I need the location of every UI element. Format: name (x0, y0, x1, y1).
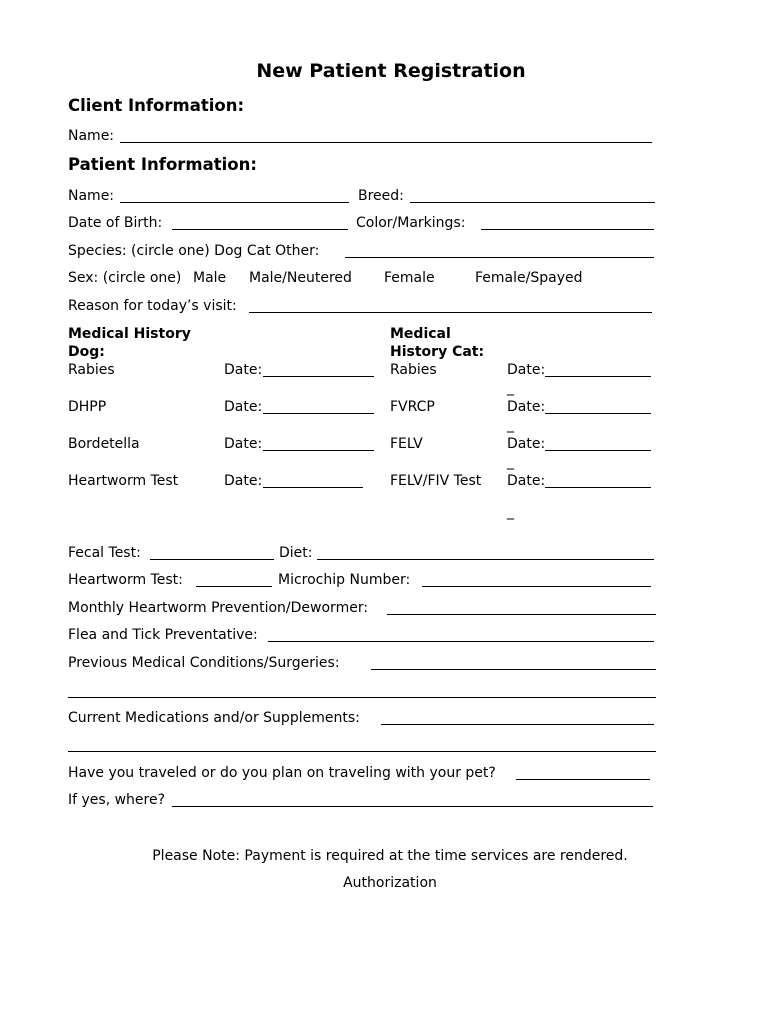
dog-item-bordetella: Bordetella (68, 436, 140, 452)
authorization-heading: Authorization (343, 875, 437, 891)
patient-info-heading: Patient Information: (68, 155, 257, 174)
dog-dhpp-date-field[interactable] (263, 413, 374, 414)
flea-tick-label: Flea and Tick Preventative: (68, 627, 258, 643)
dog-item-rabies: Rabies (68, 362, 115, 378)
dog-date-label: Date: (224, 473, 263, 489)
dog-item-dhpp: DHPP (68, 399, 107, 415)
page-title: New Patient Registration (256, 60, 526, 82)
medications-label: Current Medications and/or Supplements: (68, 710, 360, 726)
reason-label: Reason for today’s visit: (68, 298, 237, 314)
species-other-field[interactable] (345, 257, 654, 258)
travel-label: Have you traveled or do you plan on traveling with your pet? (68, 765, 496, 781)
sex-option-male[interactable]: Male (193, 270, 227, 286)
species-label: Species: (circle one) Dog Cat Other: (68, 243, 320, 259)
dog-rabies-date-field[interactable] (263, 376, 374, 377)
heartworm-test-label: Heartworm Test: (68, 572, 183, 588)
breed-label: Breed: (358, 188, 404, 204)
underscore-mark: _ (507, 504, 514, 520)
underscore-mark: _ (507, 417, 514, 433)
color-markings-label: Color/Markings: (356, 215, 466, 231)
flea-tick-field[interactable] (268, 641, 654, 642)
sex-option-male-neutered[interactable]: Male/Neutered (249, 270, 352, 286)
breed-field[interactable] (410, 202, 655, 203)
cat-date-label: Date: (507, 362, 546, 378)
cat-item-rabies: Rabies (390, 362, 437, 378)
dog-date-label: Date: (224, 399, 263, 415)
medications-field-line-2[interactable] (68, 751, 656, 752)
fecal-test-field[interactable] (150, 559, 274, 560)
reason-field[interactable] (249, 312, 652, 313)
client-info-heading: Client Information: (68, 96, 245, 115)
dob-label: Date of Birth: (68, 215, 163, 231)
dog-history-heading: Medical History (68, 326, 191, 342)
cat-felv-date-field[interactable] (545, 450, 651, 451)
fecal-test-label: Fecal Test: (68, 545, 141, 561)
cat-history-heading-2: History Cat: (390, 344, 485, 360)
client-name-label: Name: (68, 128, 115, 144)
sex-option-female-spayed[interactable]: Female/Spayed (475, 270, 583, 286)
previous-conditions-field[interactable] (371, 669, 656, 670)
microchip-field[interactable] (422, 586, 651, 587)
dog-bordetella-date-field[interactable] (263, 450, 374, 451)
cat-item-felv-fiv-test: FELV/FIV Test (390, 473, 482, 489)
cat-item-felv: FELV (390, 436, 423, 452)
payment-note: Please Note: Payment is required at the time services are rendered. (152, 848, 628, 864)
dob-field[interactable] (172, 229, 348, 230)
patient-name-label: Name: (68, 188, 115, 204)
client-name-field[interactable] (120, 142, 652, 143)
dog-date-label: Date: (224, 362, 263, 378)
sex-label: Sex: (circle one) (68, 270, 182, 286)
diet-field[interactable] (317, 559, 654, 560)
microchip-label: Microchip Number: (278, 572, 411, 588)
previous-conditions-field-line-2[interactable] (68, 697, 656, 698)
travel-where-field[interactable] (172, 806, 653, 807)
heartworm-test-field[interactable] (196, 586, 272, 587)
sex-option-female[interactable]: Female (384, 270, 435, 286)
color-markings-field[interactable] (481, 229, 654, 230)
cat-date-label: Date: (507, 473, 546, 489)
heartworm-prevention-field[interactable] (387, 614, 656, 615)
heartworm-prevention-label: Monthly Heartworm Prevention/Dewormer: (68, 600, 369, 616)
previous-conditions-label: Previous Medical Conditions/Surgeries: (68, 655, 340, 671)
cat-date-label: Date: (507, 399, 546, 415)
cat-felv-fiv-date-field[interactable] (545, 487, 651, 488)
medications-field[interactable] (381, 724, 654, 725)
dog-date-label: Date: (224, 436, 263, 452)
travel-field[interactable] (516, 779, 650, 780)
diet-label: Diet: (279, 545, 313, 561)
cat-rabies-date-field[interactable] (545, 376, 651, 377)
travel-where-label: If yes, where? (68, 792, 166, 808)
patient-name-field[interactable] (120, 202, 349, 203)
cat-fvrcp-date-field[interactable] (545, 413, 651, 414)
underscore-mark: _ (507, 454, 514, 470)
dog-item-heartworm-test: Heartworm Test (68, 473, 179, 489)
cat-date-label: Date: (507, 436, 546, 452)
dog-history-heading-2: Dog: (68, 344, 105, 360)
cat-history-heading: Medical (390, 326, 451, 342)
underscore-mark: _ (507, 380, 514, 396)
cat-item-fvrcp: FVRCP (390, 399, 435, 415)
dog-heartworm-date-field[interactable] (263, 487, 363, 488)
